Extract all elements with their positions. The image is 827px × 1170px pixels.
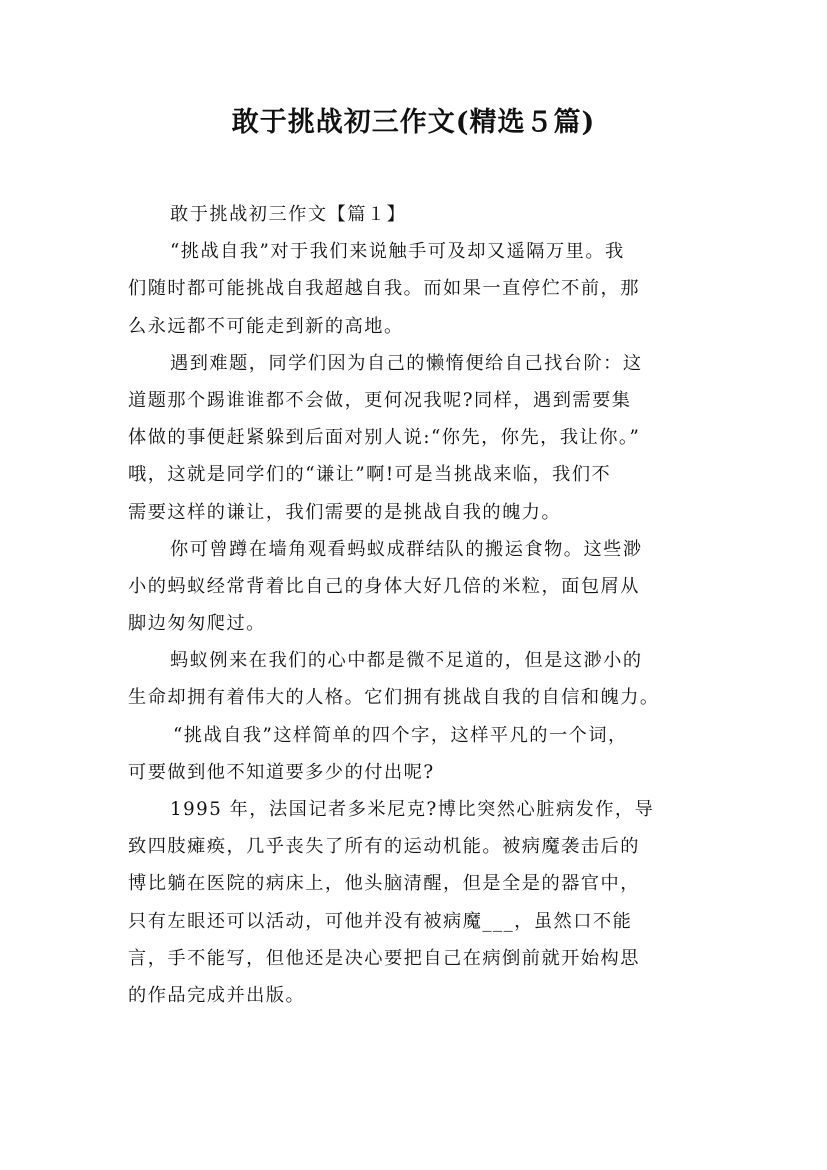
text-line: 体做的事便赶紧躲到后面对别人说:“你先，你先，我让你。” — [128, 427, 641, 449]
text-line: 蚂蚁例来在我们的心中都是微不足道的，但是这渺小的 — [170, 650, 643, 672]
text-line: 言，手不能写，但他还是决心要把自己在病倒前就开始构思 — [128, 947, 640, 969]
text-line: 么永远都不可能走到新的高地。 — [128, 315, 404, 337]
text-line: 生命却拥有着伟大的人格。它们拥有挑战自我的自信和魄力。 — [128, 687, 660, 709]
text-line: 遇到难题，同学们因为自己的懒惰便给自己找台阶：这 — [170, 352, 643, 374]
section-heading: 敢于挑战初三作文【篇１】 — [170, 204, 407, 225]
text-line: 道题那个踢谁谁都不会做，更何况我呢?同样，遇到需要集 — [128, 389, 632, 411]
document-title: 敢于挑战初三作文(精选５篇) — [231, 107, 596, 138]
text-line: 只有左眼还可以活动，可他并没有被病魔___，虽然口不能 — [128, 910, 633, 932]
text-line: 博比躺在医院的病床上，他头脑清醒，但是全是的器官中， — [128, 873, 640, 895]
text-line: 可要做到他不知道要多少的付出呢? — [128, 761, 435, 783]
text-line: “挑战自我”这样简单的四个字，这样平凡的一个词， — [173, 724, 628, 746]
text-line: “挑战自我”对于我们来说触手可及却又遥隔万里。我 — [170, 241, 625, 263]
text-line: 小的蚂蚁经常背着比自己的身体大好几倍的米粒，面包屑从 — [128, 575, 640, 597]
text-line: 致四肢瘫痪，几乎丧失了所有的运动机能。被病魔袭击后的 — [128, 836, 640, 858]
document-body — [128, 196, 718, 1014]
text-line: 脚边匆匆爬过。 — [128, 613, 266, 635]
text-line: 的作品完成并出版。 — [128, 984, 306, 1006]
text-line: 你可曾蹲在墙角观看蚂蚁成群结队的搬运食物。这些渺 — [170, 538, 643, 560]
text-line: 需要这样的谦让，我们需要的是挑战自我的魄力。 — [128, 501, 562, 523]
text-line: 1995 年，法国记者多米尼克?博比突然心脏病发作，导 — [170, 799, 655, 820]
text-line: 哦，这就是同学们的“谦让”啊!可是当挑战来临，我们不 — [128, 464, 612, 486]
text-line: 们随时都可能挑战自我超越自我。而如果一直停伫不前，那 — [128, 278, 640, 300]
